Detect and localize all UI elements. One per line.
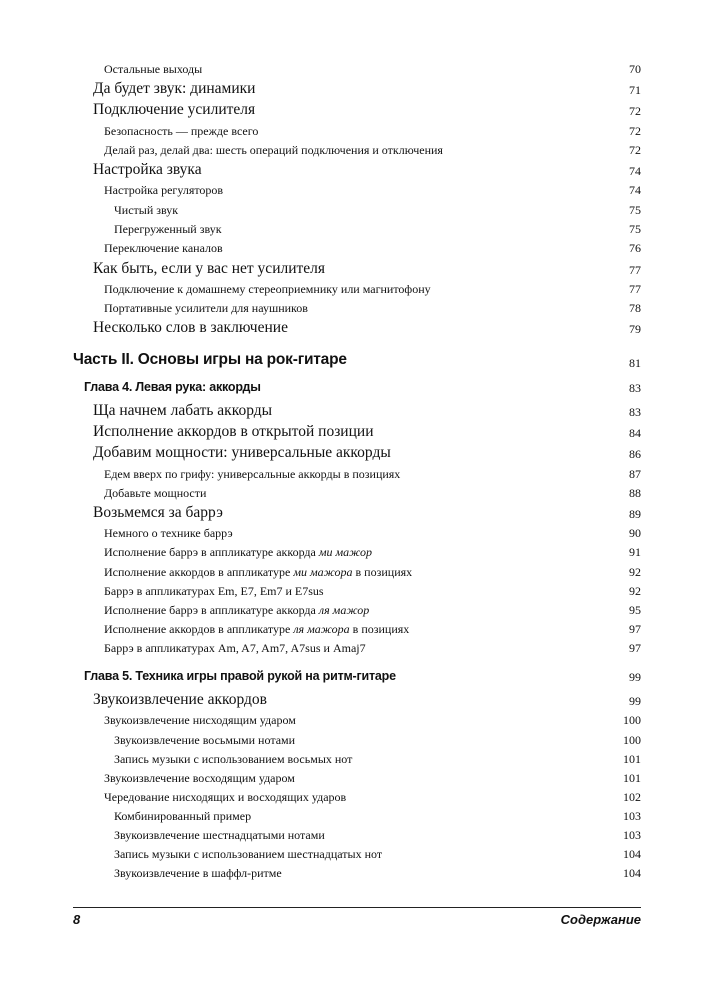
toc-entry-title: Делай раз, делай два: шесть операций подключения и отключения: [104, 143, 443, 157]
toc-entry-title: Баррэ в аппликатурах Am, A7, Am7, A7sus и Amaj7: [104, 641, 366, 655]
toc-entry-page: 97: [629, 622, 641, 636]
toc-entry-page: 104: [623, 866, 641, 880]
toc-entry-page: 103: [623, 828, 641, 842]
toc-entry-page: 100: [623, 713, 641, 727]
toc-entry-page: 79: [629, 322, 641, 336]
toc-entry-title: Исполнение баррэ в аппликатуре аккорда ля мажор: [104, 603, 370, 617]
toc-entry-page: 99: [629, 694, 641, 708]
toc-entry-page: 76: [629, 241, 641, 255]
toc-entry-page: 92: [629, 565, 641, 579]
toc-entry-page: 84: [629, 426, 641, 440]
toc-entry-title: Подключение к домашнему стереоприемнику или магнитофону: [104, 282, 431, 296]
toc-entry-title: Добавьте мощности: [104, 486, 207, 500]
toc-entry-page: 71: [629, 83, 641, 97]
toc-entry-page: 101: [623, 771, 641, 785]
toc-entry-title: Исполнение аккордов в открытой позиции: [93, 423, 374, 440]
toc-entry-page: 72: [629, 104, 641, 118]
toc-entry-page: 100: [623, 733, 641, 747]
toc-entry-title: Исполнение аккордов в аппликатуре ля мажора в позициях: [104, 622, 410, 636]
toc-entry-title: Да будет звук: динамики: [93, 80, 256, 97]
toc-entry-title: Звукоизвлечение аккордов: [93, 691, 267, 708]
toc-entry-page: 74: [629, 183, 641, 197]
toc-entry-page: 70: [629, 62, 641, 76]
toc-entry-page: 97: [629, 641, 641, 655]
footer-section-title: Содержание: [560, 912, 641, 927]
toc-entry-title: Чистый звук: [114, 203, 179, 217]
toc-entry-title: Безопасность — прежде всего: [104, 124, 259, 138]
toc-entry-page: 74: [629, 164, 641, 178]
toc-entry-title: Звукоизвлечение шестнадцатыми нотами: [114, 828, 325, 842]
toc-entry-page: 72: [629, 143, 641, 157]
toc-entry-page: 91: [629, 545, 641, 559]
toc-entry-page: 81: [629, 356, 641, 370]
toc-entry-title: Комбинированный пример: [114, 809, 252, 823]
toc-entry-page: 78: [629, 301, 641, 315]
toc-entry-title: Звукоизвлечение восьмыми нотами: [114, 733, 296, 747]
toc-entry-title: Остальные выходы: [104, 62, 203, 76]
toc-entry-title: Звукоизвлечение нисходящим ударом: [104, 713, 296, 727]
toc-entry-page: 104: [623, 847, 641, 861]
toc-entry-page: 77: [629, 263, 641, 277]
toc-entry-title: Как быть, если у вас нет усилителя: [93, 260, 326, 277]
toc-entry-title: Чередование нисходящих и восходящих ударов: [104, 790, 347, 804]
toc-entry-page: 83: [629, 381, 641, 395]
toc-entry-title: Исполнение баррэ в аппликатуре аккорда ми мажор: [104, 545, 373, 559]
toc-entry-title: Часть II. Основы игры на рок-гитаре: [73, 351, 347, 368]
toc-entry-title: Настройка регуляторов: [104, 183, 224, 197]
toc-entry-title: Добавим мощности: универсальные аккорды: [93, 444, 391, 461]
toc-entry-title: Возьмемся за баррэ: [93, 504, 223, 521]
toc-entry-page: 103: [623, 809, 641, 823]
toc-entry-page: 101: [623, 752, 641, 766]
toc-entry-page: 89: [629, 507, 641, 521]
toc-entry-title: Едем вверх по грифу: универсальные аккорды в позициях: [104, 467, 401, 481]
toc-entry-title: Глава 4. Левая рука: аккорды: [84, 380, 261, 394]
footer-page-number: 8: [73, 912, 81, 927]
toc-entry-title: Переключение каналов: [104, 241, 223, 255]
toc-entry-page: 77: [629, 282, 641, 296]
toc-entry-page: 88: [629, 486, 641, 500]
toc-entry-page: 83: [629, 405, 641, 419]
toc-entry-title: Портативные усилители для наушников: [104, 301, 308, 315]
toc-entry-title: Глава 5. Техника игры правой рукой на ритм-гитаре: [84, 669, 396, 683]
toc-entry-title: Звукоизвлечение в шаффл-ритме: [114, 866, 282, 880]
toc-entry-page: 86: [629, 447, 641, 461]
toc-entry-page: 75: [629, 222, 641, 236]
toc-entry-page: 72: [629, 124, 641, 138]
toc-entry-title: Немного о технике баррэ: [104, 526, 233, 540]
toc-entry-page: 95: [629, 603, 641, 617]
toc-entry-title: Настройка звука: [93, 161, 202, 178]
toc-entry-title: Запись музыки с использованием шестнадцатых нот: [114, 847, 383, 861]
toc-entry-title: Ща начнем лабать аккорды: [93, 402, 273, 419]
toc-entry-title: Исполнение аккордов в аппликатуре ми мажора в позициях: [104, 565, 413, 579]
toc-entry-title: Звукоизвлечение восходящим ударом: [104, 771, 295, 785]
toc-entry-title: Перегруженный звук: [114, 222, 222, 236]
toc-entry-page: 75: [629, 203, 641, 217]
toc-entry-page: 102: [623, 790, 641, 804]
footer-rule: [73, 907, 641, 908]
toc-entry-title: Запись музыки с использованием восьмых нот: [114, 752, 353, 766]
toc-entry-title: Баррэ в аппликатурах Em, E7, Em7 и E7sus: [104, 584, 324, 598]
toc-entry-title: Несколько слов в заключение: [93, 319, 288, 336]
toc-entry-page: 90: [629, 526, 641, 540]
toc-entry-page: 87: [629, 467, 641, 481]
toc-entry-page: 99: [629, 670, 641, 684]
toc-entry-page: 92: [629, 584, 641, 598]
toc-entry-title: Подключение усилителя: [93, 101, 256, 118]
